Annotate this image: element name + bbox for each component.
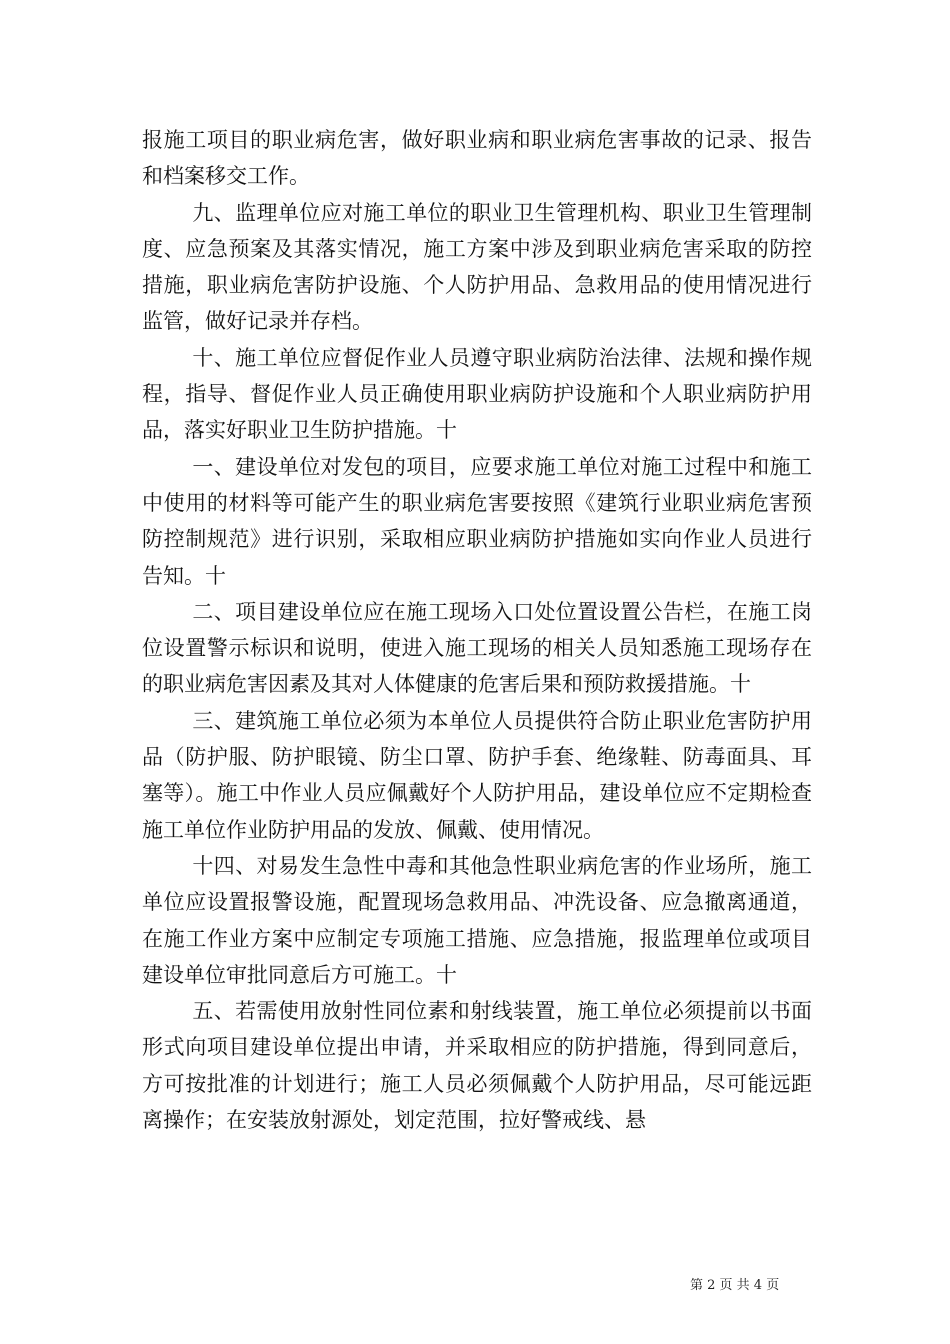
paragraph-item-13: 三、建筑施工单位必须为本单位人员提供符合防止职业危害防护用品（防护服、防护眼镜、防尘口罩、防护手套、绝缘鞋、防毒面具、耳塞等）。施工中作业人员应佩戴好个人防护用品，建设单位应不定期检查施工单位作业防护用品的发放、佩戴、使用情况。 — [142, 708, 812, 842]
paragraph-item-14: 十四、对易发生急性中毒和其他急性职业病危害的作业场所，施工单位应设置报警设施，配置现场急救用品、冲洗设备、应急撤离通道，在施工作业方案中应制定专项施工措施、应急措施，报监理单位或项目建设单位审批同意后方可施工。十 — [142, 853, 812, 987]
paragraph-item-11: 一、建设单位对发包的项目，应要求施工单位对施工过程中和施工中使用的材料等可能产生的职业病危害要按照《建筑行业职业病危害预防控制规范》进行识别，采取相应职业病防护措施如实向作业人员进行告知。十 — [142, 454, 812, 588]
paragraph-item-15: 五、若需使用放射性同位素和射线装置，施工单位必须提前以书面形式向项目建设单位提出申请，并采取相应的防护措施，得到同意后，方可按批准的计划进行；施工人员必须佩戴个人防护用品，尽可能远距离操作；在安装放射源处，划定范围，拉好警戒线、悬 — [142, 999, 812, 1133]
paragraph-item-9: 九、监理单位应对施工单位的职业卫生管理机构、职业卫生管理制度、应急预案及其落实情况，施工方案中涉及到职业病危害采取的防控措施，职业病危害防护设施、个人防护用品、急救用品的使用情况进行监管，做好记录并存档。 — [142, 200, 812, 334]
document-body — [142, 122, 812, 1138]
paragraph-item-12: 二、项目建设单位应在施工现场入口处位置设置公告栏，在施工岗位设置警示标识和说明，使进入施工现场的相关人员知悉施工现场存在的职业病危害因素及其对人体健康的危害后果和预防救援措施。十 — [142, 599, 812, 697]
paragraph-continuation: 报施工项目的职业病危害，做好职业病和职业病危害事故的记录、报告和档案移交工作。 — [142, 128, 812, 189]
page-number-footer: 第 2 页 共 4 页 — [690, 1278, 780, 1293]
paragraph-item-10: 十、施工单位应督促作业人员遵守职业病防治法律、法规和操作规程，指导、督促作业人员正确使用职业病防护设施和个人职业病防护用品，落实好职业卫生防护措施。十 — [142, 345, 812, 443]
